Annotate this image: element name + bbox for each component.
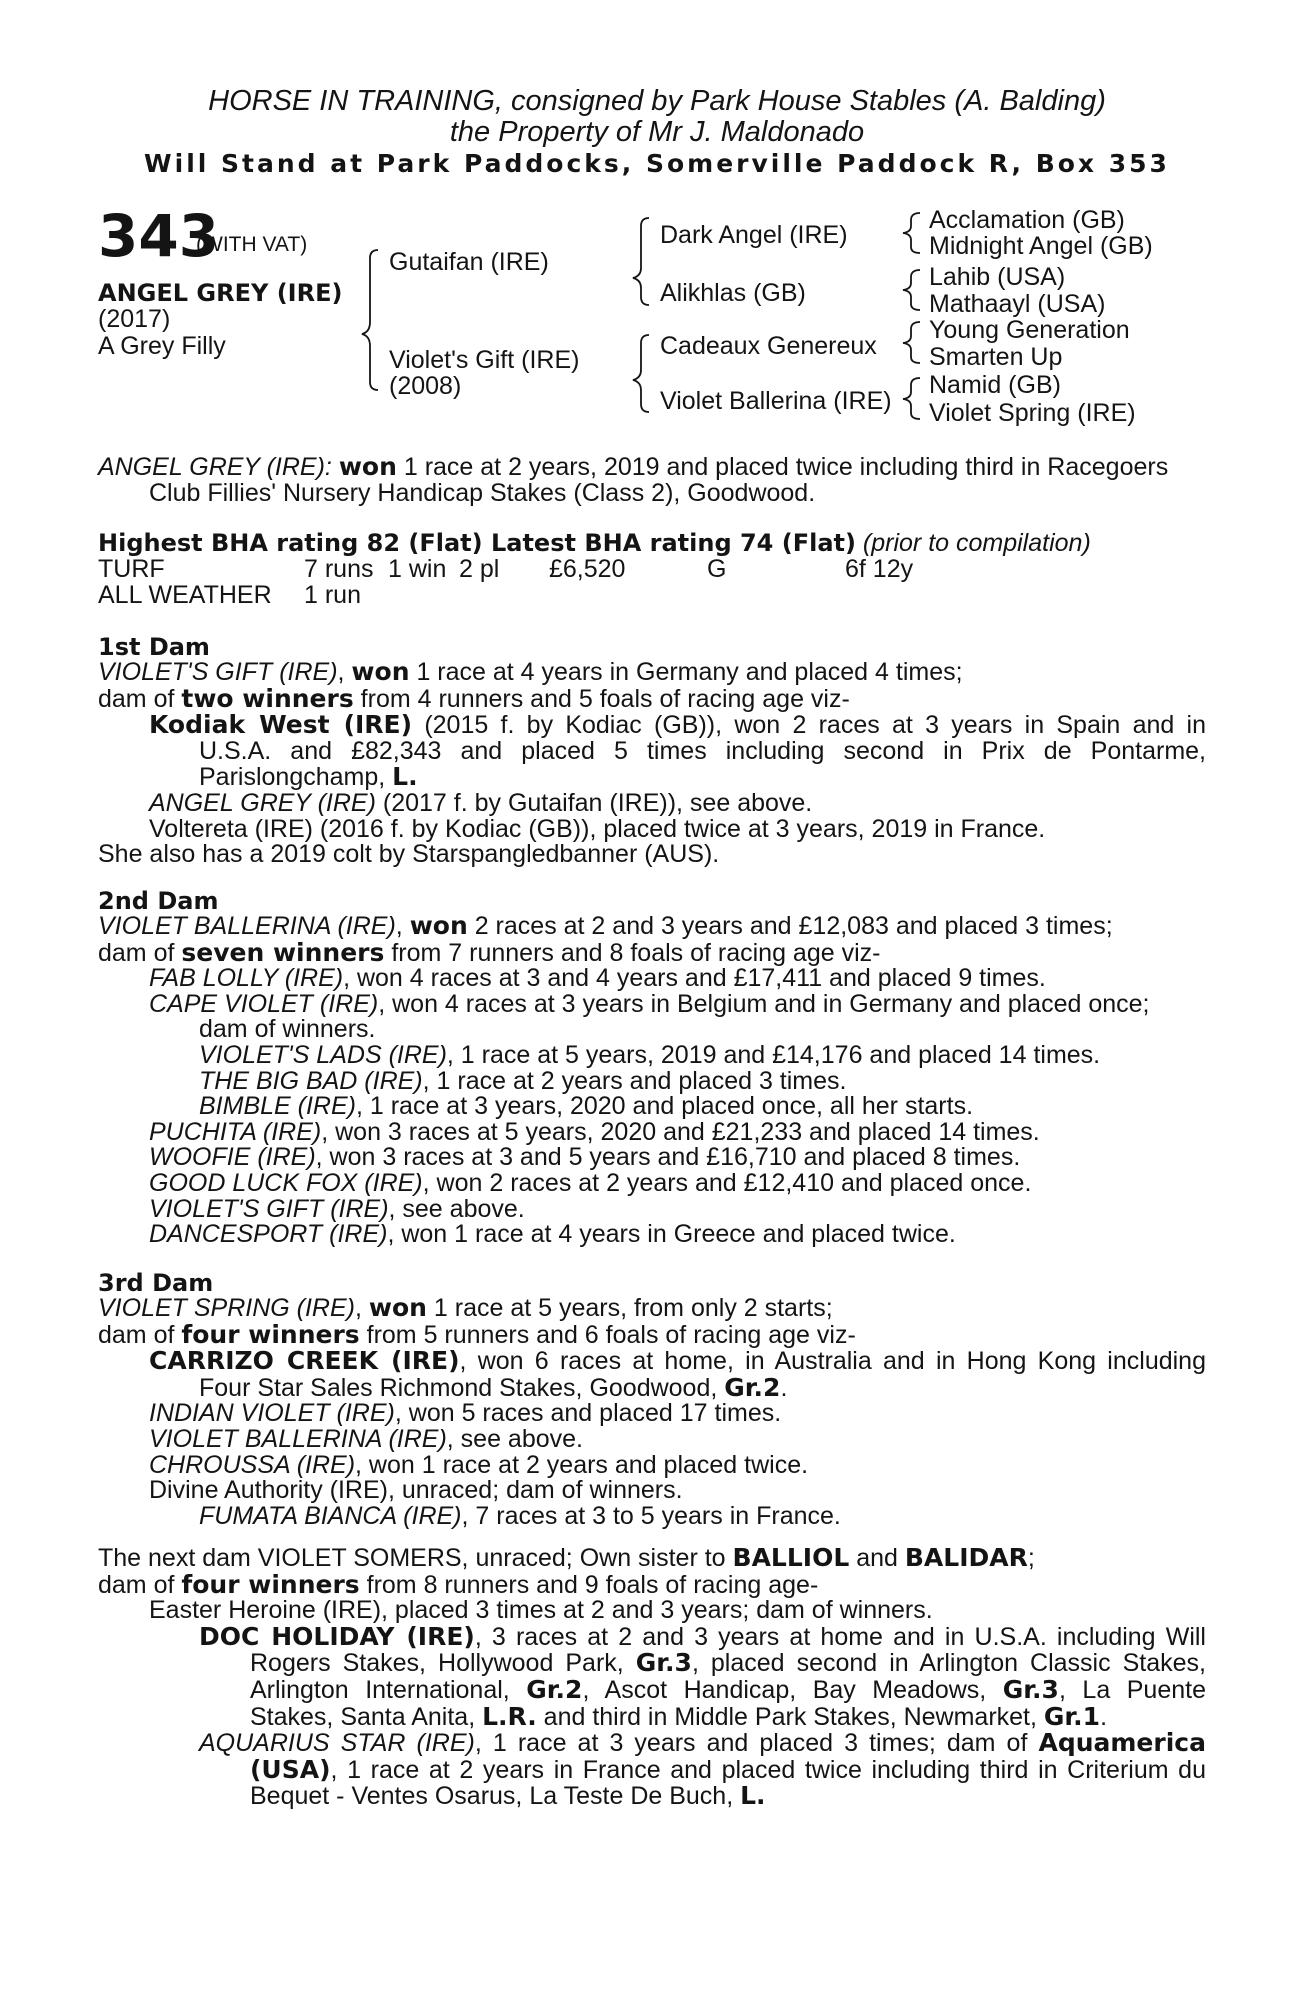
nextdam-winners: four winners — [181, 1569, 360, 1599]
dam3-l2c: from 5 runners and 6 foals of racing age viz- — [359, 1320, 856, 1349]
dam2-heading: 2nd Dam — [98, 887, 219, 915]
pedigree-dam-year: (2008) — [389, 372, 462, 400]
dam2-the-big-bad: THE BIG BAD (IRE) — [199, 1066, 423, 1095]
dam1-section — [98, 659, 1206, 868]
nextdam-l10b: L. — [740, 1781, 766, 1811]
dam2-rest: 2 races at 2 and 3 years and £12,083 and placed 3 times; — [467, 912, 1113, 940]
pedigree-g3: Lahib (USA) — [929, 263, 1066, 291]
dam2-violets-gift: VIOLET'S GIFT (IRE) — [149, 1194, 389, 1223]
dam3-chroussa: CHROUSSA (IRE) — [149, 1450, 356, 1479]
dam2-l8-rest: , 1 race at 3 years, 2020 and placed once, all her starts. — [355, 1092, 974, 1121]
summary-line2: Club Fillies' Nursery Handicap Stakes (Class 2), Goodwood. — [149, 478, 816, 507]
nextdam-easter-heroine: Easter Heroine (IRE), placed 3 times at 2 and 3 years; dam of winners. — [149, 1596, 933, 1625]
dam1-sep: , — [337, 658, 352, 686]
dam3-sep: , — [354, 1294, 369, 1322]
dam2-l3-rest: , won 4 races at 3 and 4 years and £17,411 and placed 9 times. — [343, 964, 1046, 993]
dam2-name: VIOLET BALLERINA (IRE) — [98, 912, 396, 940]
dam2-won: won — [409, 911, 468, 940]
lot-description: A Grey Filly — [98, 332, 226, 360]
dam1-rest: 1 race at 4 years in Germany and placed 4 times; — [409, 658, 963, 686]
header-stand: Will Stand at Park Paddocks, Somerville Paddock R, Box 353 — [144, 149, 1170, 178]
nextdam-l1e: ; — [1027, 1544, 1035, 1572]
dam3-l2a: dam of — [98, 1320, 182, 1349]
aw-label: ALL WEATHER — [98, 581, 272, 609]
pedigree-g7: Namid (GB) — [929, 371, 1061, 399]
dam2-sep: , — [395, 912, 410, 940]
dam2-l9-rest: , won 3 races at 5 years, 2020 and £21,233 and placed 14 times. — [321, 1117, 1040, 1146]
nextdam-l7a: Stakes, Santa Anita, — [250, 1702, 483, 1731]
summary-rest: 1 race at 2 years, 2019 and placed twice including third in Racegoers — [396, 453, 1169, 481]
dam2-cape-violet: CAPE VIOLET (IRE) — [149, 989, 379, 1018]
lot-year: (2017) — [98, 305, 171, 333]
pedigree-g8: Violet Spring (IRE) — [929, 399, 1136, 427]
dam3-won: won — [368, 1293, 427, 1322]
dam2-l12-rest: , see above. — [388, 1194, 525, 1223]
dam3-heading: 3rd Dam — [98, 1269, 214, 1297]
nextdam-l2c: from 8 runners and 9 foals of racing age- — [359, 1570, 819, 1599]
pedigree-dam: Violet's Gift (IRE) — [389, 346, 580, 374]
dam1-voltereta: Voltereta (IRE) (2016 f. by Kodiac (GB)), placed twice at 3 years, 2019 in France. — [149, 814, 1046, 843]
nextdam-l4-rest: , 3 races at 2 and 3 years at home and in U.S.A. including Will — [474, 1622, 1206, 1651]
dam1-winners: two winners — [181, 683, 354, 713]
summary-won: won — [338, 452, 397, 481]
turf-label: TURF — [98, 555, 165, 583]
turf-placed: 2 pl — [459, 555, 500, 583]
nextdam-l6d: Gr.3 — [1002, 1674, 1059, 1704]
dam3-winners: four winners — [181, 1319, 360, 1349]
pedigree-sire-dam: Alikhlas (GB) — [660, 279, 806, 307]
pedigree-g2: Midnight Angel (GB) — [929, 232, 1153, 260]
nextdam-usa: (USA) — [250, 1754, 331, 1784]
pedigree-g1: Acclamation (GB) — [929, 206, 1125, 234]
dam1-name: VIOLET'S GIFT (IRE) — [98, 658, 338, 686]
nextdam-l1c: and — [849, 1544, 905, 1572]
dam3-divine-authority: Divine Authority (IRE), unraced; dam of winners. — [149, 1476, 683, 1505]
dam3-section — [98, 1295, 1206, 1529]
turf-prize: £6,520 — [549, 555, 626, 583]
rating-bold: Highest BHA rating 82 (Flat) Latest BHA rating 74 (Flat) — [98, 529, 856, 557]
dam3-l6-rest: , see above. — [446, 1424, 583, 1453]
dam1-heading: 1st Dam — [98, 633, 210, 661]
nextdam-l8-rest: , 1 race at 3 years and placed 3 times; dam of — [474, 1729, 1039, 1758]
nextdam-l5a: Rogers Stakes, Hollywood Park, — [250, 1649, 636, 1678]
dam3-rest: 1 race at 5 years, from only 2 starts; — [426, 1294, 833, 1322]
dam3-fumata-bianca: FUMATA BIANCA (IRE) — [199, 1501, 462, 1530]
turf-going: G — [707, 555, 727, 583]
nextdam-l9-rest: , 1 race at 2 years in France and placed twice including third in Criterium du — [330, 1755, 1206, 1784]
dam2-l7-rest: , 1 race at 2 years and placed 3 times. — [422, 1066, 847, 1095]
dam3-l4a: Four Star Sales Richmond Stakes, Goodwood, — [199, 1373, 725, 1402]
dam1-l6-rest: (2017 f. by Gutaifan (IRE)), see above. — [375, 788, 813, 817]
dam1-l2a: dam of — [98, 684, 182, 713]
nextdam-l7e: . — [1100, 1702, 1108, 1731]
pedigree-g4: Mathaayl (USA) — [929, 290, 1106, 318]
nextdam-l6e: , La Puente — [1058, 1675, 1206, 1704]
dam2-l4-rest: , won 4 races at 3 years in Belgium and in Germany and placed once; — [378, 989, 1150, 1018]
header-consignor: HORSE IN TRAINING, consigned by Park House Stables (A. Balding) — [208, 85, 1106, 117]
dam2-winners: seven winners — [181, 937, 385, 967]
rating-line — [98, 530, 1091, 556]
dam1-l4: U.S.A. and £82,343 and placed 5 times including second in Prix de Pontarme, — [199, 736, 1206, 765]
nextdam-l7d: Gr.1 — [1043, 1701, 1101, 1731]
dam2-bimble: BIMBLE (IRE) — [199, 1092, 356, 1121]
aw-runs: 1 run — [304, 581, 361, 609]
dam2-l6-rest: , 1 race at 5 years, 2019 and £14,176 and placed 14 times. — [446, 1040, 1101, 1069]
rating-note: (prior to compilation) — [855, 529, 1091, 557]
dam2-violets-lads: VIOLET'S LADS (IRE) — [199, 1040, 447, 1069]
nextdam-aquarius-star: AQUARIUS STAR (IRE) — [199, 1729, 475, 1758]
nextdam-l7b: L.R. — [482, 1701, 537, 1731]
dam2-fab-lolly: FAB LOLLY (IRE) — [149, 964, 344, 993]
dam3-carrizo-creek: CARRIZO CREEK (IRE) — [149, 1346, 460, 1376]
dam1-l2c: from 4 runners and 5 foals of racing age viz- — [353, 684, 850, 713]
lot-vat: (WITH VAT) — [196, 233, 308, 256]
dam2-l2a: dam of — [98, 938, 182, 967]
pedigree-dam-dam: Violet Ballerina (IRE) — [660, 387, 892, 415]
dam3-l9-rest: , 7 races at 3 to 5 years in France. — [461, 1501, 841, 1530]
dam1-won: won — [351, 657, 410, 686]
summary-name: ANGEL GREY (IRE) — [98, 453, 325, 481]
nextdam-section — [98, 1545, 1206, 1810]
dam3-l4c: . — [780, 1373, 788, 1402]
nextdam-balidar: BALIDAR — [904, 1543, 1028, 1572]
dam2-l10-rest: , won 3 races at 3 and 5 years and £16,710 and placed 8 times. — [315, 1143, 1021, 1172]
dam2-puchita: PUCHITA (IRE) — [149, 1117, 322, 1146]
dam1-kodiak-west: Kodiak West (IRE) — [149, 710, 413, 740]
nextdam-doc-holiday: DOC HOLIDAY (IRE) — [199, 1621, 475, 1651]
turf-runs: 7 runs — [304, 555, 374, 583]
header-property: the Property of Mr J. Maldonado — [449, 116, 865, 148]
nextdam-l5b: Gr.3 — [635, 1648, 692, 1678]
nextdam-l6b: Gr.2 — [526, 1674, 583, 1704]
nextdam-l5c: , placed second in Arlington Classic Stakes, — [691, 1649, 1206, 1678]
dam2-woofie: WOOFIE (IRE) — [149, 1143, 316, 1172]
dam3-l3-rest: , won 6 races at home, in Australia and in Hong Kong including — [459, 1347, 1206, 1376]
dam1-l5a: Parislongchamp, — [199, 763, 393, 792]
nextdam-balliol: BALLIOL — [732, 1543, 850, 1572]
lot-number: 343 — [98, 202, 220, 270]
nextdam-l6c: , Ascot Handicap, Bay Meadows, — [582, 1675, 1003, 1704]
dam3-indian-violet: INDIAN VIOLET (IRE) — [149, 1399, 395, 1428]
nextdam-l7c: and third in Middle Park Stakes, Newmarket, — [536, 1702, 1044, 1731]
dam3-name: VIOLET SPRING (IRE) — [98, 1294, 355, 1322]
dam3-violet-ballerina: VIOLET BALLERINA (IRE) — [149, 1424, 447, 1453]
nextdam-l10a: Bequet - Ventes Osarus, La Teste De Buch, — [250, 1782, 741, 1811]
nextdam-l6a: Arlington International, — [250, 1675, 527, 1704]
dam2-good-luck-fox: GOOD LUCK FOX (IRE) — [149, 1168, 423, 1197]
turf-distance: 6f 12y — [845, 555, 914, 583]
lot-name: ANGEL GREY (IRE) — [98, 279, 343, 307]
pedigree-g6: Smarten Up — [929, 343, 1063, 371]
dam1-l3-rest: (2015 f. by Kodiac (GB)), won 2 races at 3 years in Spain and in — [412, 711, 1206, 740]
pedigree-sire: Gutaifan (IRE) — [389, 248, 549, 276]
dam2-l5: dam of winners. — [199, 1015, 376, 1044]
pedigree-dam-sire: Cadeaux Genereux — [660, 332, 877, 360]
dam3-l7-rest: , won 1 race at 2 years and placed twice. — [355, 1450, 809, 1479]
dam2-dancesport: DANCESPORT (IRE) — [149, 1220, 388, 1249]
summary — [98, 454, 1206, 506]
dam2-l2c: from 7 runners and 8 foals of racing age viz- — [384, 938, 881, 967]
pedigree-sire-sire: Dark Angel (IRE) — [660, 221, 848, 249]
dam1-angel-grey: ANGEL GREY (IRE) — [149, 788, 376, 817]
dam2-l11-rest: , won 2 races at 2 years and £12,410 and placed once. — [422, 1168, 1032, 1197]
summary-colon: : — [324, 453, 339, 481]
pedigree-g5: Young Generation — [929, 316, 1130, 344]
dam2-section — [98, 913, 1206, 1248]
dam1-l5b: L. — [392, 762, 418, 792]
nextdam-l1a: The next dam VIOLET SOMERS, unraced; Own sister to — [98, 1544, 733, 1572]
dam3-l5-rest: , won 5 races and placed 17 times. — [394, 1399, 782, 1428]
nextdam-aquamerica: Aquamerica — [1038, 1728, 1206, 1758]
dam1-colt: She also has a 2019 colt by Starspangledbanner (AUS). — [98, 840, 720, 869]
nextdam-l2a: dam of — [98, 1570, 182, 1599]
dam2-l13-rest: , won 1 race at 4 years in Greece and placed twice. — [387, 1220, 956, 1249]
dam3-l4b: Gr.2 — [724, 1372, 781, 1402]
turf-wins: 1 win — [388, 555, 447, 583]
